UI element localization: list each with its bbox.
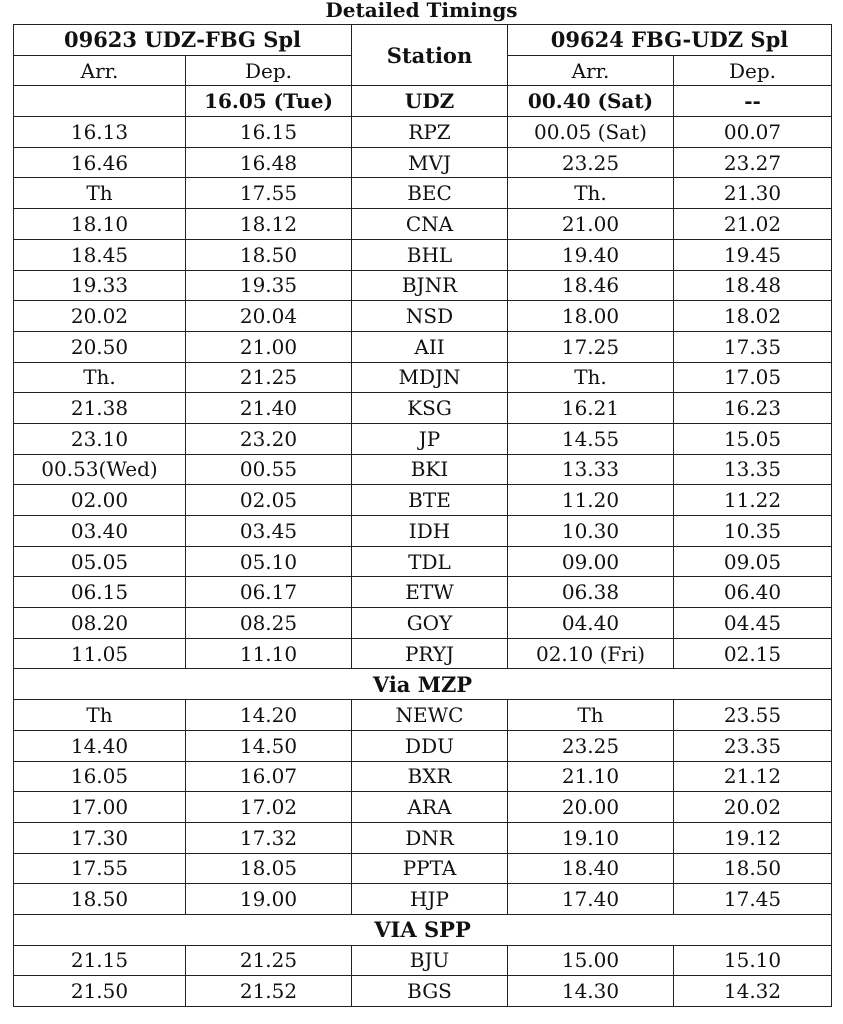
table-row — [14, 546, 832, 577]
up-arrival-cell: 19.33 — [14, 270, 186, 301]
up-departure-cell: 18.50 — [186, 239, 352, 270]
down-departure-cell: 21.12 — [674, 761, 832, 792]
up-departure-cell: 16.15 — [186, 117, 352, 148]
up-arrival-cell: 20.50 — [14, 331, 186, 362]
down-departure-cell: 21.02 — [674, 209, 832, 240]
station-code-cell: TDL — [352, 546, 508, 577]
timings-body — [14, 86, 832, 1007]
up-arrival-cell: 03.40 — [14, 516, 186, 547]
up-arrival-cell: Th — [14, 178, 186, 209]
down-arrival-cell: 23.25 — [508, 730, 674, 761]
down-departure-cell: 16.23 — [674, 393, 832, 424]
down-arrival-cell: 18.00 — [508, 301, 674, 332]
up-departure-cell: 19.35 — [186, 270, 352, 301]
station-code-cell: DNR — [352, 822, 508, 853]
station-code-cell: BXR — [352, 761, 508, 792]
table-row — [14, 393, 832, 424]
table-row — [14, 516, 832, 547]
station-code-cell: BHL — [352, 239, 508, 270]
down-arrival-cell: 04.40 — [508, 608, 674, 639]
up-departure-cell: 00.55 — [186, 454, 352, 485]
up-departure-cell: 21.52 — [186, 976, 352, 1007]
up-departure-heading: Dep. — [186, 55, 352, 86]
table-row — [14, 822, 832, 853]
down-arrival-cell: 19.10 — [508, 822, 674, 853]
up-departure-cell: 03.45 — [186, 516, 352, 547]
down-departure-cell: 09.05 — [674, 546, 832, 577]
table-row — [14, 147, 832, 178]
up-departure-cell: 06.17 — [186, 577, 352, 608]
section-row-via-spp — [14, 914, 832, 945]
table-row — [14, 884, 832, 915]
down-arrival-cell: 09.00 — [508, 546, 674, 577]
down-departure-cell: 21.30 — [674, 178, 832, 209]
section-label-via-mzp: Via MZP — [14, 669, 832, 700]
train-header-row — [14, 25, 832, 56]
up-arrival-cell: 06.15 — [14, 577, 186, 608]
station-code-cell: UDZ — [352, 86, 508, 117]
down-arrival-cell: 23.25 — [508, 147, 674, 178]
up-departure-cell: 21.40 — [186, 393, 352, 424]
down-arrival-heading: Arr. — [508, 55, 674, 86]
station-code-cell: NEWC — [352, 700, 508, 731]
up-departure-cell: 21.25 — [186, 362, 352, 393]
station-code-cell: BKI — [352, 454, 508, 485]
up-departure-cell: 16.05 (Tue) — [186, 86, 352, 117]
station-code-cell: IDH — [352, 516, 508, 547]
up-arrival-cell: 17.55 — [14, 853, 186, 884]
up-departure-cell: 18.05 — [186, 853, 352, 884]
up-departure-cell: 11.10 — [186, 638, 352, 669]
station-code-cell: DDU — [352, 730, 508, 761]
table-row — [14, 853, 832, 884]
down-departure-cell: 02.15 — [674, 638, 832, 669]
up-departure-cell: 19.00 — [186, 884, 352, 915]
down-arrival-cell: 10.30 — [508, 516, 674, 547]
up-departure-cell: 16.48 — [186, 147, 352, 178]
station-code-cell: GOY — [352, 608, 508, 639]
down-arrival-cell: 18.40 — [508, 853, 674, 884]
table-row — [14, 209, 832, 240]
up-arrival-cell: 14.40 — [14, 730, 186, 761]
down-departure-cell: 20.02 — [674, 792, 832, 823]
station-code-cell: CNA — [352, 209, 508, 240]
station-code-cell: KSG — [352, 393, 508, 424]
up-arrival-cell: 20.02 — [14, 301, 186, 332]
station-code-cell: BJNR — [352, 270, 508, 301]
down-departure-cell: 06.40 — [674, 577, 832, 608]
up-departure-cell: 17.55 — [186, 178, 352, 209]
up-departure-cell: 08.25 — [186, 608, 352, 639]
down-departure-cell: 15.10 — [674, 945, 832, 976]
down-departure-cell: 18.02 — [674, 301, 832, 332]
station-code-cell: MVJ — [352, 147, 508, 178]
down-departure-heading: Dep. — [674, 55, 832, 86]
table-row — [14, 117, 832, 148]
down-arrival-cell: Th. — [508, 362, 674, 393]
table-row — [14, 730, 832, 761]
up-departure-cell: 05.10 — [186, 546, 352, 577]
up-arrival-cell: 11.05 — [14, 638, 186, 669]
table-row — [14, 331, 832, 362]
station-code-cell: PPTA — [352, 853, 508, 884]
up-arrival-cell: 08.20 — [14, 608, 186, 639]
table-row — [14, 454, 832, 485]
timings-table — [13, 24, 832, 1007]
page-title: Detailed Timings — [325, 0, 518, 22]
down-arrival-cell: 14.55 — [508, 423, 674, 454]
table-row — [14, 638, 832, 669]
up-arrival-heading: Arr. — [14, 55, 186, 86]
down-arrival-cell: 14.30 — [508, 976, 674, 1007]
up-arrival-cell: 16.46 — [14, 147, 186, 178]
down-arrival-cell: 17.25 — [508, 331, 674, 362]
down-departure-cell: 14.32 — [674, 976, 832, 1007]
station-column-heading: Station — [352, 25, 508, 86]
up-arrival-cell: 18.50 — [14, 884, 186, 915]
section-label-via-spp: VIA SPP — [14, 914, 832, 945]
down-arrival-cell: 16.21 — [508, 393, 674, 424]
down-arrival-cell: 21.00 — [508, 209, 674, 240]
down-departure-cell: 23.35 — [674, 730, 832, 761]
down-arrival-cell: 19.40 — [508, 239, 674, 270]
station-code-cell: AII — [352, 331, 508, 362]
table-row — [14, 239, 832, 270]
table-row — [14, 485, 832, 516]
up-departure-cell: 14.20 — [186, 700, 352, 731]
table-row — [14, 976, 832, 1007]
down-departure-cell: 17.05 — [674, 362, 832, 393]
up-arrival-cell: 21.50 — [14, 976, 186, 1007]
up-departure-cell: 14.50 — [186, 730, 352, 761]
station-code-cell: NSD — [352, 301, 508, 332]
down-arrival-cell: Th. — [508, 178, 674, 209]
down-departure-cell: -- — [674, 86, 832, 117]
station-code-cell: HJP — [352, 884, 508, 915]
table-row — [14, 761, 832, 792]
down-arrival-cell: 00.05 (Sat) — [508, 117, 674, 148]
down-departure-cell: 10.35 — [674, 516, 832, 547]
up-arrival-cell: 17.00 — [14, 792, 186, 823]
up-departure-cell: 21.00 — [186, 331, 352, 362]
table-row — [14, 270, 832, 301]
table-row — [14, 700, 832, 731]
table-row — [14, 301, 832, 332]
up-departure-cell: 20.04 — [186, 301, 352, 332]
station-code-cell: BGS — [352, 976, 508, 1007]
station-code-cell: BTE — [352, 485, 508, 516]
station-code-cell: MDJN — [352, 362, 508, 393]
down-arrival-cell: 02.10 (Fri) — [508, 638, 674, 669]
table-row — [14, 577, 832, 608]
down-departure-cell: 17.35 — [674, 331, 832, 362]
up-departure-cell: 16.07 — [186, 761, 352, 792]
up-departure-cell: 02.05 — [186, 485, 352, 516]
train-up-heading: 09623 UDZ-FBG Spl — [14, 25, 352, 56]
down-departure-cell: 19.12 — [674, 822, 832, 853]
table-row — [14, 792, 832, 823]
down-arrival-cell: 17.40 — [508, 884, 674, 915]
station-code-cell: ARA — [352, 792, 508, 823]
up-arrival-cell: 00.53(Wed) — [14, 454, 186, 485]
down-arrival-cell: 21.10 — [508, 761, 674, 792]
down-departure-cell: 19.45 — [674, 239, 832, 270]
up-arrival-cell: 17.30 — [14, 822, 186, 853]
down-departure-cell: 23.55 — [674, 700, 832, 731]
down-arrival-cell: Th — [508, 700, 674, 731]
down-departure-cell: 15.05 — [674, 423, 832, 454]
table-row — [14, 608, 832, 639]
up-arrival-cell: 16.13 — [14, 117, 186, 148]
up-arrival-cell: 21.38 — [14, 393, 186, 424]
down-arrival-cell: 13.33 — [508, 454, 674, 485]
down-arrival-cell: 00.40 (Sat) — [508, 86, 674, 117]
up-arrival-cell: 16.05 — [14, 761, 186, 792]
station-code-cell: ETW — [352, 577, 508, 608]
table-row — [14, 945, 832, 976]
table-row — [14, 86, 832, 117]
up-departure-cell: 23.20 — [186, 423, 352, 454]
table-row — [14, 178, 832, 209]
up-arrival-cell: 05.05 — [14, 546, 186, 577]
section-row-via-mzp — [14, 669, 832, 700]
up-departure-cell: 18.12 — [186, 209, 352, 240]
down-arrival-cell: 20.00 — [508, 792, 674, 823]
up-departure-cell: 21.25 — [186, 945, 352, 976]
up-departure-cell: 17.02 — [186, 792, 352, 823]
down-departure-cell: 18.50 — [674, 853, 832, 884]
down-arrival-cell: 06.38 — [508, 577, 674, 608]
down-arrival-cell: 15.00 — [508, 945, 674, 976]
down-departure-cell: 00.07 — [674, 117, 832, 148]
up-arrival-cell: Th — [14, 700, 186, 731]
down-departure-cell: 11.22 — [674, 485, 832, 516]
up-arrival-cell: 02.00 — [14, 485, 186, 516]
up-arrival-cell: 18.10 — [14, 209, 186, 240]
up-departure-cell: 17.32 — [186, 822, 352, 853]
station-code-cell: RPZ — [352, 117, 508, 148]
train-down-heading: 09624 FBG-UDZ Spl — [508, 25, 832, 56]
down-departure-cell: 23.27 — [674, 147, 832, 178]
up-arrival-cell: 21.15 — [14, 945, 186, 976]
up-arrival-cell: Th. — [14, 362, 186, 393]
table-row — [14, 362, 832, 393]
down-departure-cell: 13.35 — [674, 454, 832, 485]
down-departure-cell: 04.45 — [674, 608, 832, 639]
down-arrival-cell: 18.46 — [508, 270, 674, 301]
down-arrival-cell: 11.20 — [508, 485, 674, 516]
down-departure-cell: 18.48 — [674, 270, 832, 301]
table-row — [14, 423, 832, 454]
station-code-cell: PRYJ — [352, 638, 508, 669]
up-arrival-cell: 23.10 — [14, 423, 186, 454]
up-arrival-cell: 18.45 — [14, 239, 186, 270]
down-departure-cell: 17.45 — [674, 884, 832, 915]
station-code-cell: BEC — [352, 178, 508, 209]
station-code-cell: JP — [352, 423, 508, 454]
station-code-cell: BJU — [352, 945, 508, 976]
up-arrival-cell — [14, 86, 186, 117]
